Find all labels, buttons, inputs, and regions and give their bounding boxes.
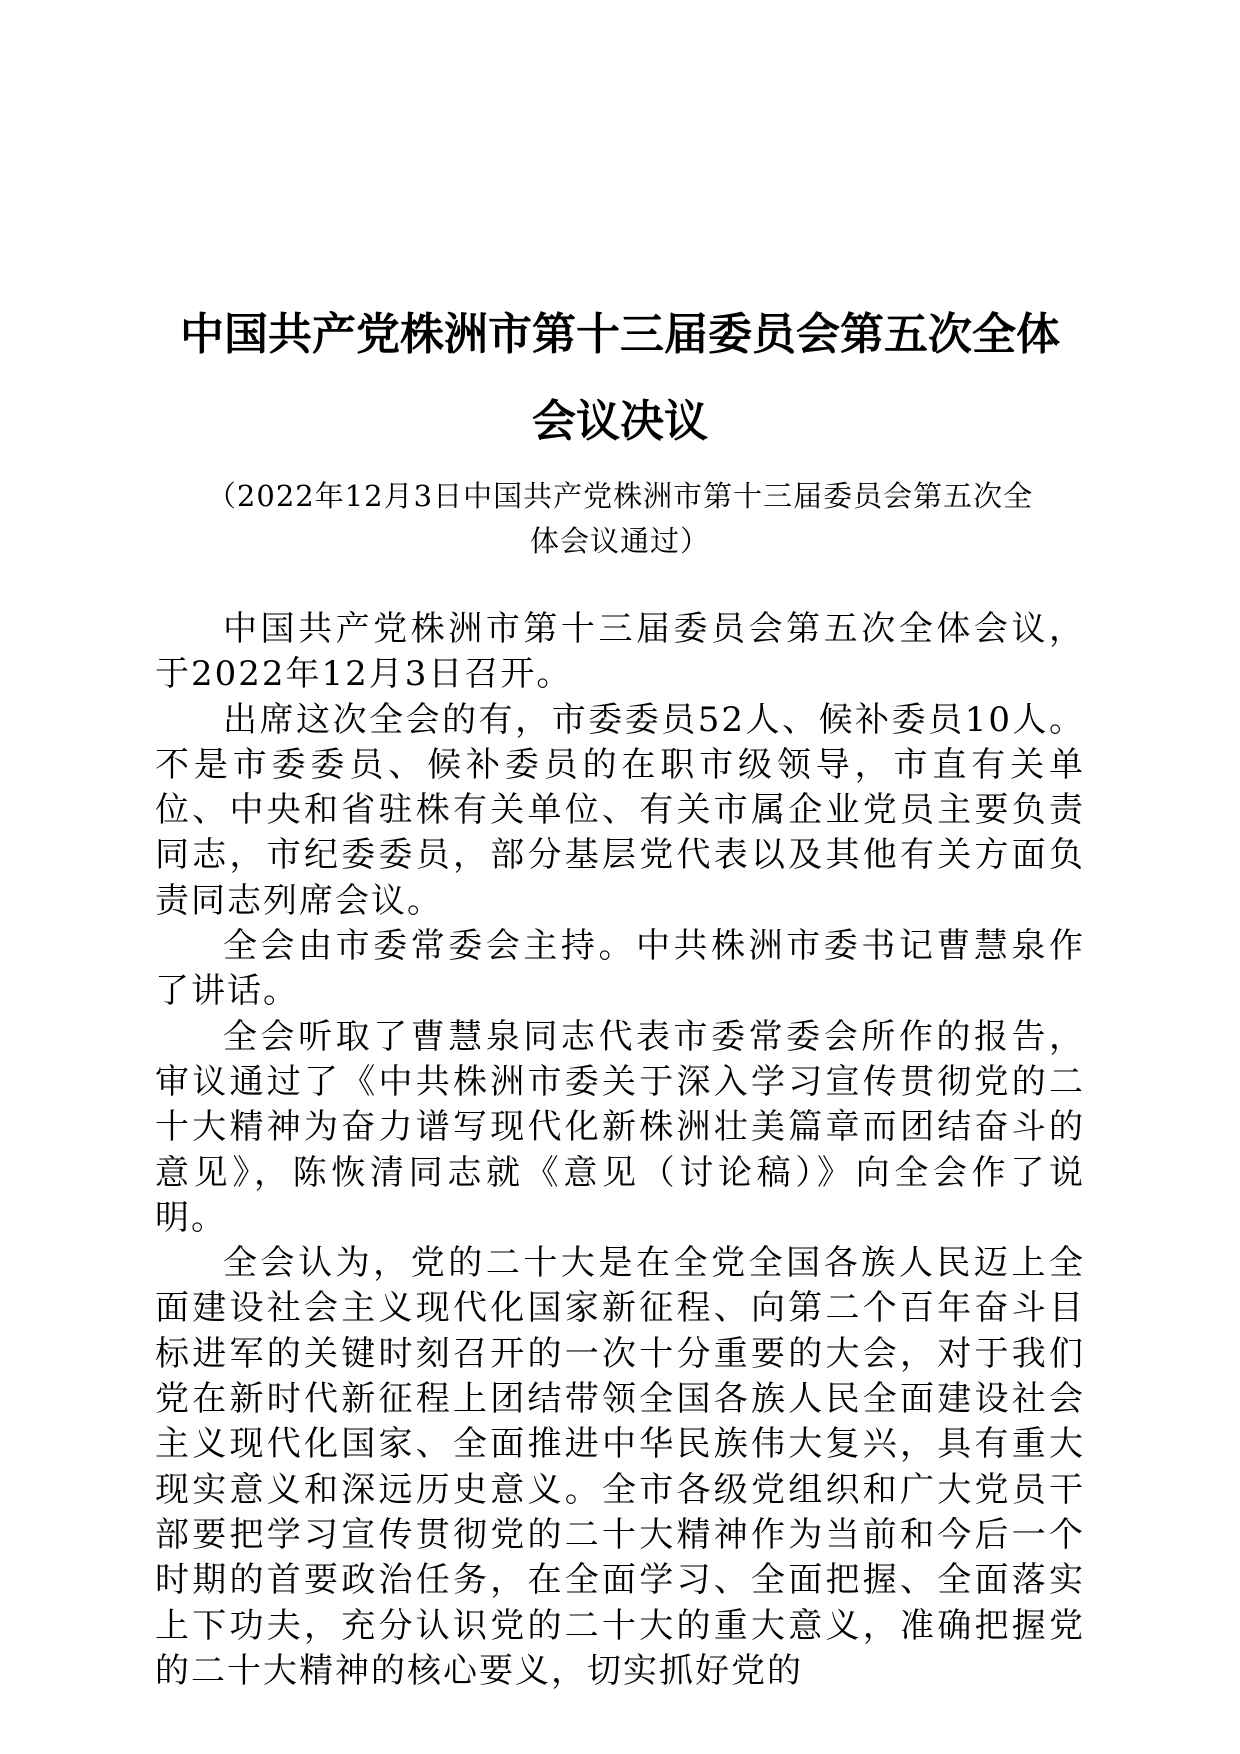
document-title-line-2: 会议决议 [532, 396, 708, 447]
body-paragraph-2: 出席这次全会的有，市委委员52人、候补委员10人。不是市委委员、候补委员的在职市级领导，市直有关单位、中央和省驻株有关单位、有关市属企业党员主要负责同志，市纪委委员，部分基层党代表以及其他有关方面负责同志列席会议。 [155, 699, 1085, 921]
document-subtitle-line-1: （2022年12月3日中国共产党株洲市第十三届委员会第五次全 [206, 479, 1034, 513]
document-subtitle-line-2: 体会议通过） [529, 524, 710, 558]
body-paragraph-5: 全会认为，党的二十大是在全党全国各族人民迈上全面建设社会主义现代化国家新征程、向第二个百年奋斗目标进军的关键时刻召开的一次十分重要的大会，对于我们党在新时代新征程上团结带领全国各族人民全面建设社会主义现代化国家、全面推进中华民族伟大复兴，具有重大现实意义和深远历史意义。全市各级党组织和广大党员干部要把学习宣传贯彻党的二十大精神作为当前和今后一个时期的首要政治任务，在全面学习、全面把握、全面落实上下功夫，充分认识党的二十大的重大意义，准确把握党的二十大精神的核心要义，切实抓好党的 [155, 1243, 1085, 1691]
body-paragraph-3: 全会由市委常委会主持。中共株洲市委书记曹慧泉作了讲话。 [155, 926, 1085, 1012]
body-paragraph-4: 全会听取了曹慧泉同志代表市委常委会所作的报告，审议通过了《中共株洲市委关于深入学习宣传贯彻党的二十大精神为奋力谱写现代化新株洲壮美篇章而团结奋斗的意见》，陈恢清同志就《意见（讨论稿）》向全会作了说明。 [155, 1016, 1085, 1238]
document-body [155, 607, 1085, 1694]
body-paragraph-1: 中国共产党株洲市第十三届委员会第五次全体会议，于2022年12月3日召开。 [155, 609, 1085, 695]
document-title-line-1: 中国共产党株洲市第十三届委员会第五次全体 [180, 309, 1060, 360]
